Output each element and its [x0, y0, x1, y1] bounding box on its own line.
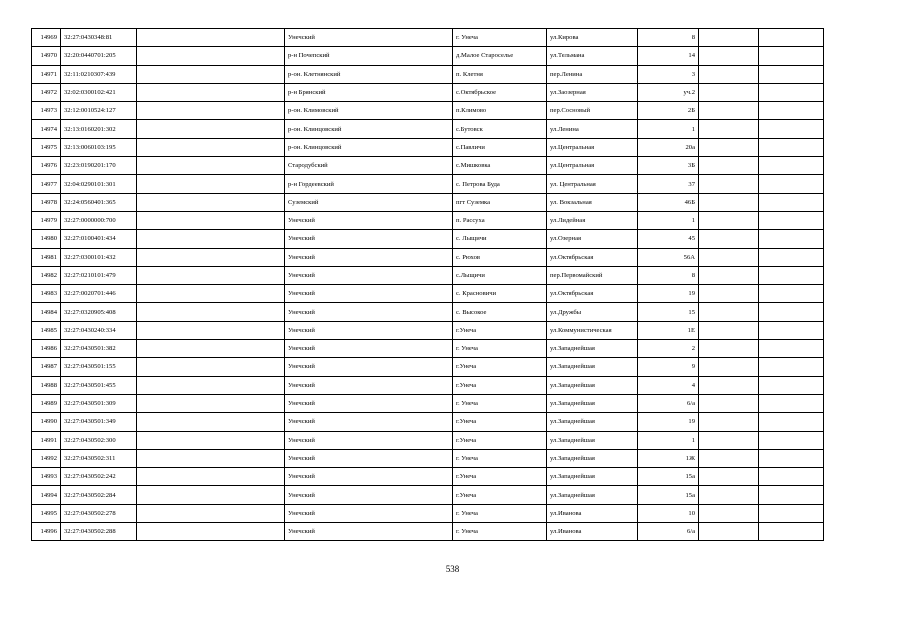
cell-house-number: 1Ж — [638, 449, 699, 467]
cell-record-number: 14973 — [32, 102, 61, 120]
cell-col-empty-1 — [137, 248, 285, 266]
cell-street: ул.Западнейшая — [547, 468, 638, 486]
cell-street: ул.Кирова — [547, 29, 638, 47]
cell-col-empty-2 — [699, 358, 759, 376]
table-row — [32, 285, 824, 303]
cell-street: ул.Западнейшая — [547, 431, 638, 449]
cell-col-empty-1 — [137, 303, 285, 321]
cell-col-empty-1 — [137, 358, 285, 376]
cell-record-number: 14996 — [32, 523, 61, 541]
cell-col-empty-2 — [699, 47, 759, 65]
cell-col-empty-2 — [699, 321, 759, 339]
cell-col-empty-3 — [759, 285, 824, 303]
cell-col-empty-3 — [759, 102, 824, 120]
cell-house-number: 19 — [638, 413, 699, 431]
cell-house-number: 1 — [638, 120, 699, 138]
cell-col-empty-1 — [137, 449, 285, 467]
cell-settlement: с.Бутовск — [453, 120, 547, 138]
cell-settlement: г.Унеча — [453, 413, 547, 431]
cell-col-empty-3 — [759, 486, 824, 504]
cell-col-empty-3 — [759, 468, 824, 486]
cell-settlement: г. Унеча — [453, 394, 547, 412]
cell-street: ул.Западнейшая — [547, 376, 638, 394]
cell-col-empty-3 — [759, 83, 824, 101]
cell-cadastral-number: 32:23:0190201:170 — [61, 157, 137, 175]
cell-col-empty-1 — [137, 102, 285, 120]
table-row — [32, 65, 824, 83]
cell-col-empty-2 — [699, 413, 759, 431]
cell-district: р-н Почепский — [285, 47, 453, 65]
cell-col-empty-3 — [759, 138, 824, 156]
cell-col-empty-2 — [699, 211, 759, 229]
cell-cadastral-number: 32:27:0430501:455 — [61, 376, 137, 394]
cell-record-number: 14986 — [32, 340, 61, 358]
cell-settlement: г.Унеча — [453, 468, 547, 486]
cell-cadastral-number: 32:20:0440701:205 — [61, 47, 137, 65]
cell-col-empty-3 — [759, 321, 824, 339]
cell-col-empty-1 — [137, 138, 285, 156]
cell-col-empty-3 — [759, 47, 824, 65]
cell-col-empty-3 — [759, 449, 824, 467]
cell-street: ул.Западнейшая — [547, 486, 638, 504]
cell-street: ул.Западнейшая — [547, 358, 638, 376]
cell-record-number: 14971 — [32, 65, 61, 83]
cell-house-number: 45 — [638, 230, 699, 248]
cell-col-empty-1 — [137, 285, 285, 303]
cell-settlement: г.Унеча — [453, 486, 547, 504]
cell-col-empty-1 — [137, 376, 285, 394]
cell-district: Унечский — [285, 358, 453, 376]
cell-col-empty-3 — [759, 230, 824, 248]
cell-house-number: 2Б — [638, 102, 699, 120]
cell-district: р-н Гордеевский — [285, 175, 453, 193]
cell-col-empty-2 — [699, 376, 759, 394]
cell-col-empty-3 — [759, 358, 824, 376]
cell-district: Унечский — [285, 321, 453, 339]
cell-street: ул.Западнейшая — [547, 413, 638, 431]
table-row — [32, 413, 824, 431]
cell-cadastral-number: 32:04:0290101:301 — [61, 175, 137, 193]
cell-district: Суземский — [285, 193, 453, 211]
table-row — [32, 358, 824, 376]
cell-house-number: 15 — [638, 303, 699, 321]
cell-record-number: 14979 — [32, 211, 61, 229]
cell-house-number: 3 — [638, 65, 699, 83]
cell-col-empty-1 — [137, 65, 285, 83]
cell-col-empty-2 — [699, 468, 759, 486]
table-row — [32, 29, 824, 47]
cell-district: Унечский — [285, 211, 453, 229]
cell-settlement: с. Лыщичи — [453, 230, 547, 248]
cell-settlement: г. Унеча — [453, 449, 547, 467]
table-row — [32, 47, 824, 65]
cell-cadastral-number: 32:11:0210307:439 — [61, 65, 137, 83]
cell-house-number: 15а — [638, 468, 699, 486]
cell-district: Унечский — [285, 431, 453, 449]
cell-col-empty-3 — [759, 504, 824, 522]
cell-col-empty-3 — [759, 376, 824, 394]
cell-cadastral-number: 32:13:0160201:302 — [61, 120, 137, 138]
cell-district: Унечский — [285, 248, 453, 266]
cell-col-empty-2 — [699, 266, 759, 284]
cell-record-number: 14993 — [32, 468, 61, 486]
cell-district: Унечский — [285, 504, 453, 522]
table-row — [32, 468, 824, 486]
cell-col-empty-1 — [137, 431, 285, 449]
cell-street: ул.Иванова — [547, 504, 638, 522]
cell-street: ул. Вокзальная — [547, 193, 638, 211]
table-row — [32, 321, 824, 339]
registry-table — [31, 28, 824, 541]
cell-record-number: 14994 — [32, 486, 61, 504]
cell-record-number: 14985 — [32, 321, 61, 339]
cell-street: пер.Сосновый — [547, 102, 638, 120]
table-body — [32, 29, 824, 541]
cell-col-empty-2 — [699, 230, 759, 248]
cell-col-empty-2 — [699, 83, 759, 101]
cell-house-number: 9 — [638, 358, 699, 376]
cell-house-number: 2 — [638, 340, 699, 358]
cell-col-empty-2 — [699, 486, 759, 504]
cell-col-empty-2 — [699, 157, 759, 175]
table-row — [32, 431, 824, 449]
cell-record-number: 14977 — [32, 175, 61, 193]
cell-district: р-он. Клинцовский — [285, 138, 453, 156]
cell-record-number: 14975 — [32, 138, 61, 156]
cell-col-empty-1 — [137, 413, 285, 431]
cell-settlement: г.Унеча — [453, 431, 547, 449]
cell-district: р-н Брянский — [285, 83, 453, 101]
table-row — [32, 138, 824, 156]
cell-settlement: п. Рассуха — [453, 211, 547, 229]
cell-district: Унечский — [285, 394, 453, 412]
cell-street: ул. Центральная — [547, 175, 638, 193]
cell-col-empty-2 — [699, 29, 759, 47]
cell-col-empty-3 — [759, 413, 824, 431]
cell-col-empty-2 — [699, 504, 759, 522]
cell-district: Унечский — [285, 486, 453, 504]
cell-house-number: 6/а — [638, 523, 699, 541]
cell-settlement: с. Рюхов — [453, 248, 547, 266]
cell-col-empty-1 — [137, 486, 285, 504]
cell-settlement: с.Павличи — [453, 138, 547, 156]
cell-street: ул.Лидейная — [547, 211, 638, 229]
cell-col-empty-2 — [699, 248, 759, 266]
cell-record-number: 14983 — [32, 285, 61, 303]
cell-col-empty-3 — [759, 120, 824, 138]
cell-house-number: 20а — [638, 138, 699, 156]
cell-district: Унечский — [285, 449, 453, 467]
table-row — [32, 504, 824, 522]
cell-district: р-он. Климовский — [285, 102, 453, 120]
cell-house-number: 19 — [638, 285, 699, 303]
cell-cadastral-number: 32:27:0300101:432 — [61, 248, 137, 266]
cell-col-empty-2 — [699, 138, 759, 156]
cell-col-empty-3 — [759, 157, 824, 175]
cell-col-empty-3 — [759, 193, 824, 211]
cell-street: ул.Западнейшая — [547, 394, 638, 412]
cell-cadastral-number: 32:27:0430502:278 — [61, 504, 137, 522]
cell-street: ул.Коммунистическая — [547, 321, 638, 339]
cell-col-empty-3 — [759, 340, 824, 358]
cell-col-empty-2 — [699, 120, 759, 138]
cell-settlement: с.Октябрьское — [453, 83, 547, 101]
cell-cadastral-number: 32:27:0430502:300 — [61, 431, 137, 449]
cell-street: пер.Первомайский — [547, 266, 638, 284]
cell-house-number: 8 — [638, 266, 699, 284]
table-row — [32, 340, 824, 358]
table-row — [32, 486, 824, 504]
table-row — [32, 175, 824, 193]
cell-col-empty-1 — [137, 47, 285, 65]
cell-col-empty-3 — [759, 266, 824, 284]
cell-street: ул.Западнейшая — [547, 449, 638, 467]
table-row — [32, 83, 824, 101]
table-row — [32, 523, 824, 541]
cell-record-number: 14991 — [32, 431, 61, 449]
table-row — [32, 211, 824, 229]
cell-district: Унечский — [285, 230, 453, 248]
cell-settlement: с. Высокое — [453, 303, 547, 321]
cell-col-empty-2 — [699, 175, 759, 193]
cell-cadastral-number: 32:27:0020701:446 — [61, 285, 137, 303]
cell-street: ул.Заозерная — [547, 83, 638, 101]
table-row — [32, 102, 824, 120]
cell-house-number: 1 — [638, 431, 699, 449]
cell-record-number: 14988 — [32, 376, 61, 394]
cell-settlement: д.Малое Староселье — [453, 47, 547, 65]
cell-district: Унечский — [285, 266, 453, 284]
cell-col-empty-1 — [137, 175, 285, 193]
cell-record-number: 14974 — [32, 120, 61, 138]
cell-col-empty-1 — [137, 321, 285, 339]
cell-district: Унечский — [285, 29, 453, 47]
cell-house-number: 56А — [638, 248, 699, 266]
cell-cadastral-number: 32:27:0430502:311 — [61, 449, 137, 467]
cell-settlement: г. Унеча — [453, 504, 547, 522]
cell-house-number: 15а — [638, 486, 699, 504]
cell-record-number: 14989 — [32, 394, 61, 412]
table-row — [32, 248, 824, 266]
cell-district: Унечский — [285, 285, 453, 303]
cell-street: ул.Октябрьская — [547, 248, 638, 266]
cell-col-empty-2 — [699, 431, 759, 449]
cell-street: ул.Ленина — [547, 120, 638, 138]
cell-house-number: 1Е — [638, 321, 699, 339]
cell-col-empty-3 — [759, 211, 824, 229]
cell-col-empty-1 — [137, 211, 285, 229]
cell-record-number: 14990 — [32, 413, 61, 431]
cell-record-number: 14982 — [32, 266, 61, 284]
table-row — [32, 193, 824, 211]
cell-col-empty-3 — [759, 303, 824, 321]
cell-settlement: г.Унеча — [453, 376, 547, 394]
table-row — [32, 394, 824, 412]
cell-street: ул.Озерная — [547, 230, 638, 248]
cell-settlement: с. Петрова Буда — [453, 175, 547, 193]
cell-cadastral-number: 32:24:0560401:365 — [61, 193, 137, 211]
cell-col-empty-2 — [699, 394, 759, 412]
cell-cadastral-number: 32:27:0320905:408 — [61, 303, 137, 321]
table-row — [32, 230, 824, 248]
cell-record-number: 14970 — [32, 47, 61, 65]
cell-col-empty-2 — [699, 523, 759, 541]
cell-house-number: 6/а — [638, 394, 699, 412]
cell-cadastral-number: 32:27:0430502:242 — [61, 468, 137, 486]
cell-record-number: 14980 — [32, 230, 61, 248]
cell-street: пер.Ленина — [547, 65, 638, 83]
cell-col-empty-3 — [759, 248, 824, 266]
cell-col-empty-2 — [699, 285, 759, 303]
cell-settlement: г. Унеча — [453, 340, 547, 358]
cell-settlement: пгт Суземка — [453, 193, 547, 211]
cell-col-empty-1 — [137, 266, 285, 284]
cell-cadastral-number: 32:27:0430240:334 — [61, 321, 137, 339]
cell-street: ул.Центральная — [547, 138, 638, 156]
cell-record-number: 14992 — [32, 449, 61, 467]
cell-settlement: с.Лыщичи — [453, 266, 547, 284]
cell-record-number: 14987 — [32, 358, 61, 376]
cell-cadastral-number: 32:27:0430501:309 — [61, 394, 137, 412]
cell-street: ул.Центральная — [547, 157, 638, 175]
cell-col-empty-3 — [759, 394, 824, 412]
cell-col-empty-2 — [699, 340, 759, 358]
cell-col-empty-1 — [137, 193, 285, 211]
cell-col-empty-1 — [137, 523, 285, 541]
cell-house-number: 4 — [638, 376, 699, 394]
cell-col-empty-2 — [699, 65, 759, 83]
table-row — [32, 120, 824, 138]
cell-district: р-он. Клинцовский — [285, 120, 453, 138]
table-row — [32, 266, 824, 284]
cell-col-empty-3 — [759, 431, 824, 449]
cell-record-number: 14995 — [32, 504, 61, 522]
cell-cadastral-number: 32:13:0060103:195 — [61, 138, 137, 156]
cell-settlement: п.Климово — [453, 102, 547, 120]
cell-district: Унечский — [285, 523, 453, 541]
cell-record-number: 14972 — [32, 83, 61, 101]
cell-settlement: с.Мишковка — [453, 157, 547, 175]
cell-house-number: уч.2 — [638, 83, 699, 101]
page-number: 538 — [445, 564, 460, 574]
cell-district: Унечский — [285, 413, 453, 431]
cell-street: ул.Западнейшая — [547, 340, 638, 358]
cell-settlement: г. Унеча — [453, 523, 547, 541]
cell-cadastral-number: 32:27:0430502:284 — [61, 486, 137, 504]
cell-street: ул.Дружбы — [547, 303, 638, 321]
cell-col-empty-1 — [137, 340, 285, 358]
cell-col-empty-2 — [699, 102, 759, 120]
cell-col-empty-1 — [137, 504, 285, 522]
cell-house-number: 1 — [638, 211, 699, 229]
cell-record-number: 14984 — [32, 303, 61, 321]
cell-col-empty-3 — [759, 65, 824, 83]
cell-district: Унечский — [285, 376, 453, 394]
cell-col-empty-3 — [759, 523, 824, 541]
cell-cadastral-number: 32:12:0010524:127 — [61, 102, 137, 120]
cell-record-number: 14969 — [32, 29, 61, 47]
cell-col-empty-1 — [137, 83, 285, 101]
cell-settlement: г.Унеча — [453, 321, 547, 339]
cell-col-empty-3 — [759, 29, 824, 47]
cell-settlement: г.Унеча — [453, 358, 547, 376]
cell-col-empty-2 — [699, 193, 759, 211]
cell-settlement: с. Красновичи — [453, 285, 547, 303]
cell-district: р-он. Клетнянский — [285, 65, 453, 83]
cell-col-empty-1 — [137, 230, 285, 248]
cell-cadastral-number: 32:02:0300102:421 — [61, 83, 137, 101]
cell-cadastral-number: 32:27:0430348:81 — [61, 29, 137, 47]
cell-col-empty-2 — [699, 303, 759, 321]
cell-district: Унечский — [285, 303, 453, 321]
cell-district: Унечский — [285, 468, 453, 486]
cell-house-number: 14 — [638, 47, 699, 65]
cell-cadastral-number: 32:27:0430501:349 — [61, 413, 137, 431]
cell-house-number: 8 — [638, 29, 699, 47]
cell-district: Унечский — [285, 340, 453, 358]
cell-house-number: 3Б — [638, 157, 699, 175]
cell-cadastral-number: 32:27:0210101:479 — [61, 266, 137, 284]
cell-col-empty-1 — [137, 29, 285, 47]
cell-col-empty-1 — [137, 120, 285, 138]
cell-district: Стародубский — [285, 157, 453, 175]
cell-cadastral-number: 32:27:0430502:288 — [61, 523, 137, 541]
cell-street: ул.Иванова — [547, 523, 638, 541]
cell-col-empty-3 — [759, 175, 824, 193]
cell-settlement: п. Клетня — [453, 65, 547, 83]
cell-col-empty-2 — [699, 449, 759, 467]
cell-record-number: 14976 — [32, 157, 61, 175]
cell-cadastral-number: 32:27:0430501:382 — [61, 340, 137, 358]
cell-house-number: 37 — [638, 175, 699, 193]
table-row — [32, 449, 824, 467]
cell-street: ул.Тельмана — [547, 47, 638, 65]
cell-cadastral-number: 32:27:0100401:434 — [61, 230, 137, 248]
cell-cadastral-number: 32:27:0430501:155 — [61, 358, 137, 376]
cell-col-empty-1 — [137, 468, 285, 486]
cell-house-number: 10 — [638, 504, 699, 522]
cell-record-number: 14981 — [32, 248, 61, 266]
cell-col-empty-1 — [137, 394, 285, 412]
cell-street: ул.Октябрьская — [547, 285, 638, 303]
cell-settlement: г. Унеча — [453, 29, 547, 47]
cell-col-empty-1 — [137, 157, 285, 175]
table-row — [32, 376, 824, 394]
cell-house-number: 46Б — [638, 193, 699, 211]
cell-record-number: 14978 — [32, 193, 61, 211]
cell-cadastral-number: 32:27:0000000:700 — [61, 211, 137, 229]
table-row — [32, 303, 824, 321]
table-row — [32, 157, 824, 175]
